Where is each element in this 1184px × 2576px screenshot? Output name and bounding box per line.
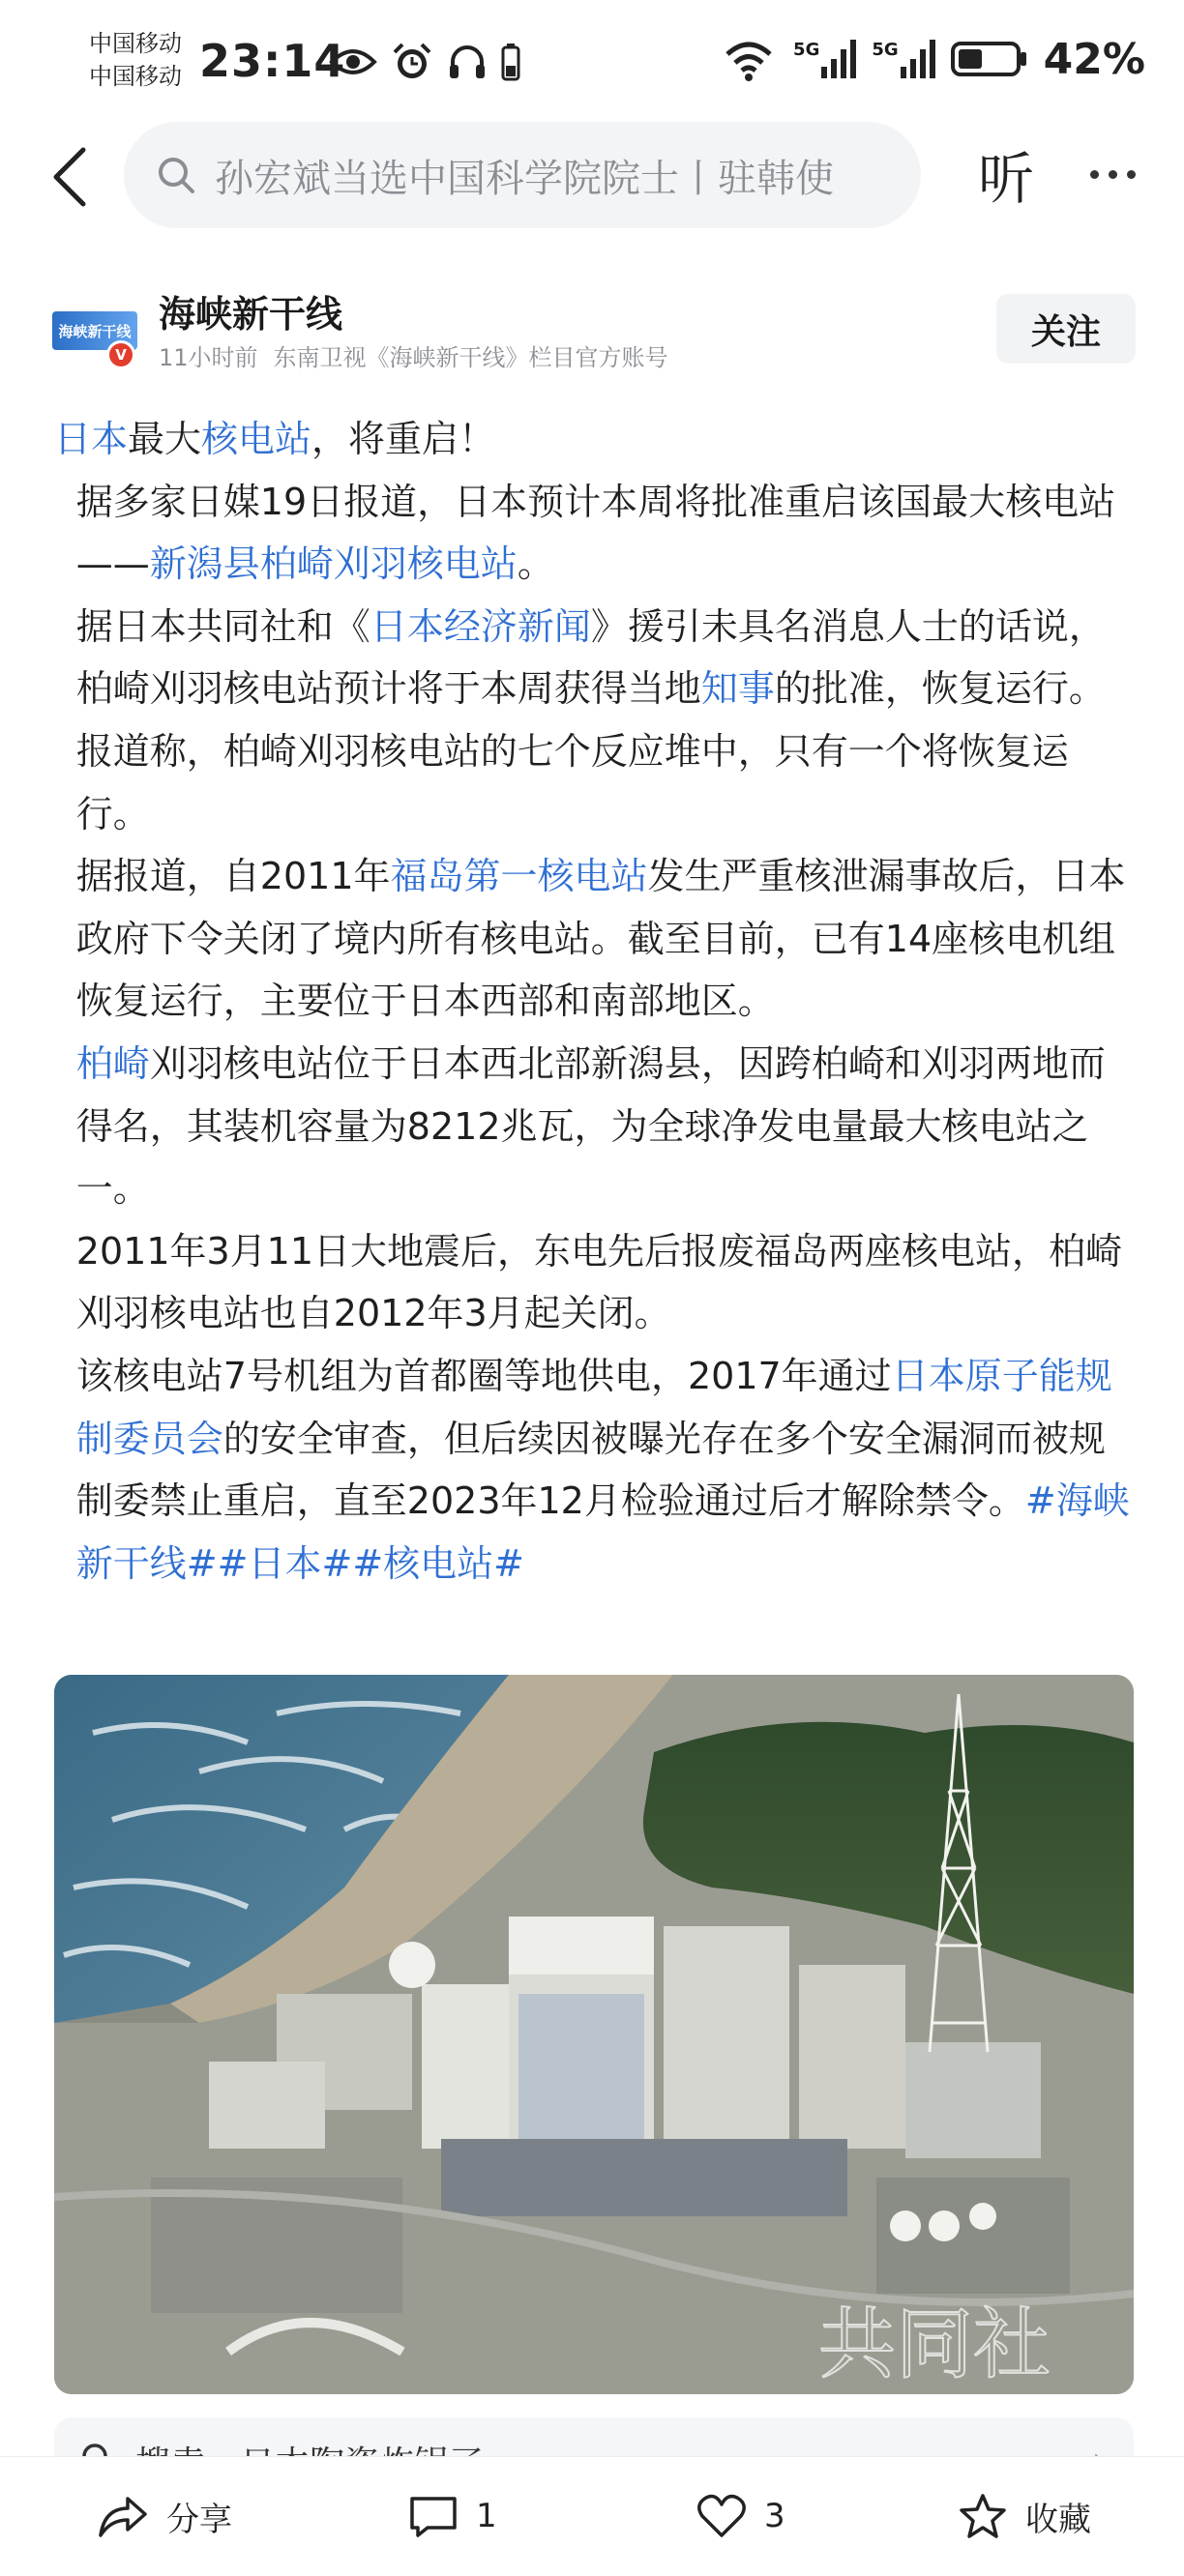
article-body [54, 408, 1134, 1595]
topic-link[interactable]: 日本原子能规制委员会 [75, 1354, 1112, 1460]
text: 据日本共同社和《 [75, 604, 370, 648]
text: 据报道，自2011年 [75, 855, 391, 898]
search-placeholder: 孙宏斌当选中国科学院院士丨驻韩使 [215, 156, 834, 201]
wifi-icon [720, 37, 778, 81]
paragraph [54, 1033, 1134, 1220]
back-button[interactable] [39, 143, 101, 211]
paragraph [54, 471, 1134, 596]
text: 的安全审查，但后续因被曝光存在多个安全漏洞而被规制委禁止重启，直至2023年12月检验通过后才解除禁令。 [75, 1417, 1106, 1523]
verified-badge: V [106, 340, 135, 369]
signal-2 [872, 40, 934, 78]
text: 刈羽核电站位于日本西北部新潟县，因跨柏崎和刈羽两地而得名，其装机容量为8212兆瓦，为全球净发电量最大核电站之一。 [75, 1041, 1106, 1211]
text: 2011年3月11日大地震后，东电先后报废福岛两座核电站，柏崎刈羽核电站也自2012年3月起关闭。 [75, 1229, 1123, 1335]
headphone-battery-icon [501, 43, 520, 81]
carrier-1: 中国移动 [89, 30, 182, 57]
paragraph [54, 596, 1134, 720]
follow-button[interactable]: 关注 [996, 294, 1136, 364]
article-photo[interactable] [54, 1675, 1134, 2394]
more-button[interactable] [1074, 137, 1151, 211]
battery-percent: 42% [1043, 34, 1145, 84]
more-dot-icon [1127, 170, 1136, 179]
paragraph [54, 408, 1134, 471]
network-type-1: 5G [793, 40, 820, 60]
carrier-labels [89, 27, 182, 93]
topic-link[interactable]: 柏崎 [75, 1041, 150, 1085]
nuclear-plant-aerial-image [54, 1675, 1134, 2394]
topic-link[interactable]: 日本 [54, 418, 129, 460]
favorite-label: 收藏 [1025, 2500, 1091, 2539]
signal-bars-icon [901, 40, 935, 78]
avatar-text: 海峡新干线 [58, 322, 132, 340]
text: 。 [517, 542, 554, 586]
status-icons-right [720, 33, 1145, 85]
bottom-action-bar [0, 2456, 1184, 2576]
share-button[interactable] [97, 2486, 232, 2546]
carrier-2: 中国移动 [89, 63, 182, 90]
share-label: 分享 [166, 2500, 232, 2539]
text: 该核电站7号机组为首都圈等地供电，2017年通过 [75, 1354, 892, 1397]
photo-watermark: 共同社 [818, 2299, 1051, 2389]
post-time: 11小时前 [159, 344, 258, 371]
clock: 23:14 [199, 35, 346, 87]
heart-icon [696, 2493, 747, 2539]
eye-icon [329, 46, 377, 77]
text: 据多家日媒19日报道，日本预计本周将批准重启该国最大核电站—— [75, 480, 1116, 586]
star-icon [958, 2492, 1008, 2540]
battery-icon [951, 40, 1028, 78]
paragraph [54, 845, 1134, 1033]
network-type-2: 5G [872, 40, 899, 60]
favorite-button[interactable] [958, 2486, 1091, 2546]
topic-link[interactable]: 新潟县柏崎刈羽核电站 [149, 542, 518, 586]
status-icons-left [329, 39, 520, 85]
status-bar [0, 0, 1184, 116]
text: ，将重启！ [311, 418, 496, 460]
headphones-icon [447, 42, 488, 82]
topic-link[interactable]: 日本经济新闻 [370, 604, 591, 648]
nav-bar [0, 116, 1184, 234]
hashtag-links[interactable]: #海峡新干线##日本##核电站# [75, 1479, 1130, 1585]
signal-1 [793, 40, 856, 78]
author-meta [159, 338, 668, 372]
text: 》援引未具名消息人士的话说，柏崎刈羽核电站预计将于本周获得当地 [75, 604, 1106, 711]
text: 报道称，柏崎刈羽核电站的七个反应堆中，只有一个将恢复运行。 [75, 729, 1069, 835]
comment-button[interactable] [408, 2486, 497, 2546]
signal-bars-icon [821, 40, 856, 78]
text: 最大 [128, 418, 202, 460]
topic-link[interactable]: 核电站 [201, 418, 312, 460]
author-name[interactable]: 海峡新干线 [159, 293, 343, 336]
like-button[interactable] [696, 2486, 785, 2546]
paragraph [54, 1345, 1134, 1595]
share-icon [97, 2493, 149, 2539]
topic-link[interactable]: 福岛第一核电站 [390, 855, 648, 898]
back-arrow-icon [50, 146, 89, 208]
search-icon [157, 156, 195, 194]
comment-icon [408, 2493, 459, 2539]
paragraph [54, 720, 1134, 845]
comment-count: 1 [476, 2497, 497, 2535]
text: 发生严重核泄漏事故后，日本政府下令关闭了境内所有核电站。截至目前，已有14座核电机组恢复运行，主要位于日本西部和南部地区。 [75, 855, 1126, 1023]
text: 的批准，恢复运行。 [774, 667, 1106, 711]
topic-link[interactable]: 知事 [700, 667, 775, 711]
listen-button[interactable]: 听 [977, 146, 1034, 212]
more-dot-icon [1109, 170, 1117, 179]
paragraph [54, 1220, 1134, 1345]
author-source: 东南卫视《海峡新干线》栏目官方账号 [273, 344, 668, 371]
author-row [0, 273, 1184, 389]
more-dot-icon [1090, 170, 1099, 179]
alarm-icon [391, 41, 433, 83]
like-count: 3 [764, 2497, 785, 2535]
search-input[interactable] [124, 122, 921, 228]
